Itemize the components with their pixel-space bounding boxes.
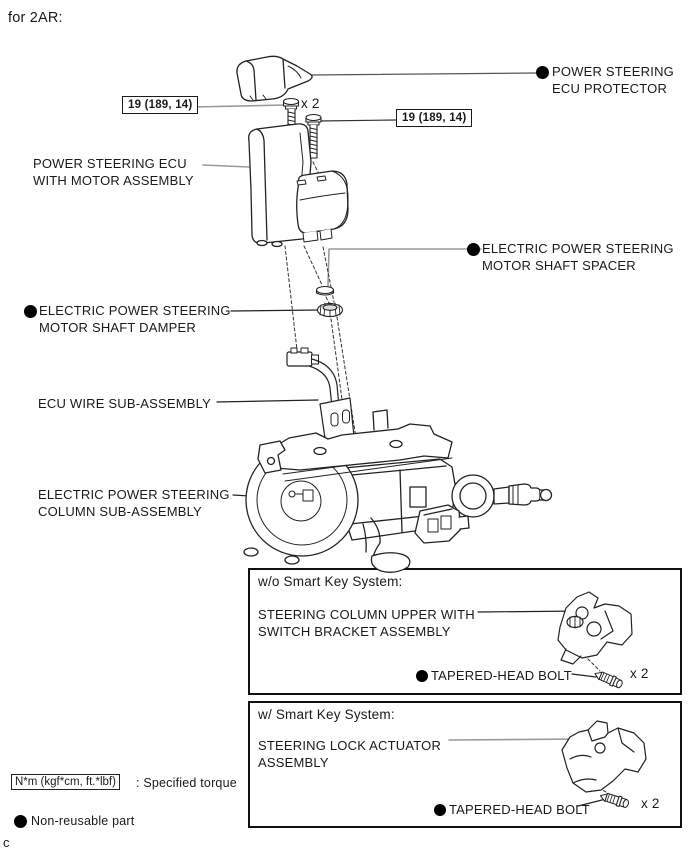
- label-ecu-with-motor: POWER STEERING ECU WITH MOTOR ASSEMBLY: [33, 156, 194, 188]
- label-ecu-protector: POWER STEERING ECU PROTECTOR: [552, 64, 674, 96]
- bolt-quantity-label: x 2: [301, 96, 320, 111]
- label-motor-shaft-spacer: ELECTRIC POWER STEERING MOTOR SHAFT SPACER: [482, 241, 674, 273]
- spacer-drawing: [317, 287, 334, 296]
- ecu-protector-drawing: [237, 56, 312, 101]
- page-title: for 2AR:: [8, 10, 63, 26]
- torque-symbol-box: N*m (kgf*cm, ft.*lbf): [11, 774, 120, 790]
- torque-spec-callout: 19 (189, 14): [122, 96, 198, 114]
- ecu-motor-drawing: [249, 124, 348, 247]
- torque-legend-text: : Specified torque: [136, 776, 237, 790]
- non-reusable-bullet-icon: [24, 305, 37, 318]
- label-steering-column-upper: STEERING COLUMN UPPER WITH SWITCH BRACKET ASSEMBLY: [258, 607, 475, 639]
- non-reusable-legend-text: Non-reusable part: [31, 814, 135, 828]
- tapered-head-bolt-drawing: [599, 791, 630, 809]
- page-corner-mark: c: [3, 835, 10, 850]
- torque-spec-callout: 19 (189, 14): [396, 109, 472, 127]
- non-reusable-bullet-icon: [14, 815, 27, 828]
- label-steering-lock-actuator: STEERING LOCK ACTUATOR ASSEMBLY: [258, 738, 442, 770]
- tapered-head-bolt-drawing: [593, 669, 624, 690]
- section-title: w/o Smart Key System:: [258, 574, 403, 589]
- actuator-drawing: [562, 721, 646, 792]
- bracket-drawing: [558, 592, 632, 664]
- bolt-quantity-label: x 2: [641, 796, 660, 811]
- label-motor-shaft-damper: ELECTRIC POWER STEERING MOTOR SHAFT DAMPER: [39, 303, 231, 335]
- column-drawing: [244, 410, 552, 572]
- section-title: w/ Smart Key System:: [258, 707, 395, 722]
- non-reusable-bullet-icon: [467, 243, 480, 256]
- label-tapered-head-bolt: TAPERED-HEAD BOLT: [449, 802, 590, 817]
- bolt-quantity-label: x 2: [630, 666, 649, 681]
- non-reusable-bullet-icon: [536, 66, 549, 79]
- label-ecu-wire: ECU WIRE SUB-ASSEMBLY: [38, 396, 211, 411]
- label-column-sub-assembly: ELECTRIC POWER STEERING COLUMN SUB-ASSEMBLY: [38, 487, 230, 519]
- label-tapered-head-bolt: TAPERED-HEAD BOLT: [431, 668, 572, 683]
- damper-drawing: [318, 303, 343, 317]
